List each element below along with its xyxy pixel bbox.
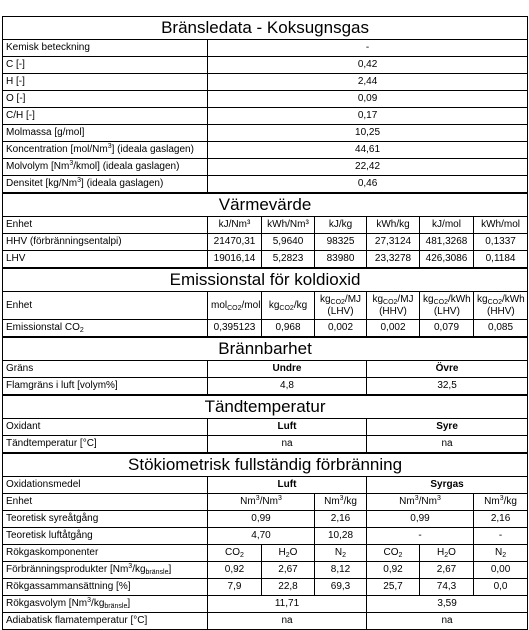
row-value: 0,46	[208, 176, 528, 194]
cell: 0,002	[315, 320, 367, 338]
cell: 2,16	[474, 511, 528, 528]
component-header: $H_2O$	[262, 545, 315, 562]
unit-header: kWh/kg	[367, 217, 420, 234]
column-header: Undre	[208, 361, 367, 378]
unit-header: $kg_{CO2}/kg$	[262, 292, 315, 320]
fuel-data-sheet	[2, 16, 527, 626]
column-header: Luft	[208, 477, 367, 494]
cell: 25,7	[367, 579, 420, 596]
cell: 19016,14	[208, 251, 262, 269]
cell: 481,3268	[420, 234, 474, 251]
row-label: Adiabatisk flamatemperatur [°C]	[3, 613, 208, 630]
cell: 0,085	[474, 320, 528, 338]
unit-header: $kg_{CO2}/MJ$ (LHV)	[315, 292, 367, 320]
component-header: $N_2$	[315, 545, 367, 562]
section-title-emission: Emissionstal för koldioxid	[3, 268, 528, 292]
row-label: Rökgasvolym $[Nm^3/kg_{bränsle}]$	[3, 596, 208, 613]
row-label: Tändtemperatur [°C]	[3, 436, 208, 454]
cell: 2,67	[262, 562, 315, 579]
unit-header: Nm$^3$/kg	[474, 494, 528, 511]
cell: 0,99	[367, 511, 474, 528]
cell: 0,00	[474, 562, 528, 579]
row-label: Teoretisk syreåtgång	[3, 511, 208, 528]
row-label: Oxidationsmedel	[3, 477, 208, 494]
cell: 98325	[315, 234, 367, 251]
cell: 4,70	[208, 528, 315, 545]
unit-label: Enhet	[3, 217, 208, 234]
row-value: 2,44	[208, 74, 528, 91]
column-header: Övre	[367, 361, 528, 378]
unit-header: $kg_{CO2}$/kWh (LHV)	[420, 292, 474, 320]
column-header: Syre	[367, 419, 528, 436]
section-title-varme: Värmevärde	[3, 193, 528, 217]
cell: 2,16	[315, 511, 367, 528]
row-label: Oxidant	[3, 419, 208, 436]
cell: 74,3	[420, 579, 474, 596]
component-header: $CO_2$	[208, 545, 262, 562]
unit-header: $kg_{CO2}/MJ$ (HHV)	[367, 292, 420, 320]
cell: 10,28	[315, 528, 367, 545]
row-label: Flamgräns i luft [volym%]	[3, 378, 208, 396]
cell: 0,92	[208, 562, 262, 579]
row-label: Rökgaskomponenter	[3, 545, 208, 562]
cell: 0,1184	[474, 251, 528, 269]
row-label: Koncentration [mol/Nm$^3$] (ideala gaslagen)	[3, 142, 208, 159]
unit-label: Enhet	[3, 292, 208, 320]
cell: 0,968	[262, 320, 315, 338]
row-label: H [-]	[3, 74, 208, 91]
cell: 11,71	[208, 596, 367, 613]
row-value: 0,42	[208, 57, 528, 74]
column-header: Luft	[208, 419, 367, 436]
cell: 0,0	[474, 579, 528, 596]
cell: 0,079	[420, 320, 474, 338]
page-title: Bränsledata - Koksugnsgas	[3, 17, 528, 40]
row-value: -	[208, 40, 528, 57]
row-value: 0,17	[208, 108, 528, 125]
row-label: HHV (förbränningsentalpi)	[3, 234, 208, 251]
unit-header: kJ/mol	[420, 217, 474, 234]
cell: 22,8	[262, 579, 315, 596]
unit-label: Enhet	[3, 494, 208, 511]
cell: -	[367, 528, 474, 545]
row-label: C [-]	[3, 57, 208, 74]
row-label: Teoretisk luftåtgång	[3, 528, 208, 545]
cell: 69,3	[315, 579, 367, 596]
cell: na	[367, 436, 528, 454]
unit-header: kWh/mol	[474, 217, 528, 234]
row-value: 0,09	[208, 91, 528, 108]
cell: 2,67	[420, 562, 474, 579]
row-label: Densitet [kg/Nm$^3$] (ideala gaslagen)	[3, 176, 208, 194]
cell: 0,92	[367, 562, 420, 579]
cell: 23,3278	[367, 251, 420, 269]
unit-header: Nm$^3$/Nm$^3$	[208, 494, 315, 511]
unit-header: kJ/kg	[315, 217, 367, 234]
fuel-table	[2, 16, 528, 630]
cell: na	[367, 613, 528, 630]
cell: -	[474, 528, 528, 545]
row-label: Förbränningsprodukter $[Nm^3/kg_{bränsle}]$	[3, 562, 208, 579]
cell: 426,3086	[420, 251, 474, 269]
row-label: Molmassa [g/mol]	[3, 125, 208, 142]
unit-header: kWh/Nm³	[262, 217, 315, 234]
cell: 0,395123	[208, 320, 262, 338]
component-header: $N_2$	[474, 545, 528, 562]
section-title-brannbarhet: Brännbarhet	[3, 337, 528, 361]
cell: 0,99	[208, 511, 315, 528]
row-label: Molvolym [Nm$^3$/kmol] (ideala gaslagen)	[3, 159, 208, 176]
row-value: 44,61	[208, 142, 528, 159]
row-label: Kemisk beteckning	[3, 40, 208, 57]
unit-header: Nm$^3$/kg	[315, 494, 367, 511]
cell: na	[208, 613, 367, 630]
cell: 5,2823	[262, 251, 315, 269]
cell: 0,1337	[474, 234, 528, 251]
component-header: $CO_2$	[367, 545, 420, 562]
unit-header: mol$_{CO2}$/mol	[208, 292, 262, 320]
row-label: Emissionstal $CO_2$	[3, 320, 208, 338]
cell: 0,002	[367, 320, 420, 338]
section-title-tandtemperatur: Tändtemperatur	[3, 395, 528, 419]
row-value: 22,42	[208, 159, 528, 176]
column-header: Syrgas	[367, 477, 528, 494]
cell: 7,9	[208, 579, 262, 596]
unit-header: kJ/Nm³	[208, 217, 262, 234]
cell: 27,3124	[367, 234, 420, 251]
cell: na	[208, 436, 367, 454]
row-label: C/H [-]	[3, 108, 208, 125]
row-label: Rökgassammansättning [%]	[3, 579, 208, 596]
row-value: 10,25	[208, 125, 528, 142]
row-label: Gräns	[3, 361, 208, 378]
row-label: LHV	[3, 251, 208, 269]
cell: 8,12	[315, 562, 367, 579]
cell: 32,5	[367, 378, 528, 396]
section-title-stokiometrisk: Stökiometrisk fullständig förbränning	[3, 453, 528, 477]
cell: 4,8	[208, 378, 367, 396]
row-label: O [-]	[3, 91, 208, 108]
unit-header: Nm$^3$/Nm$^3$	[367, 494, 474, 511]
component-header: $H_2O$	[420, 545, 474, 562]
cell: 83980	[315, 251, 367, 269]
unit-header: $kg_{CO2}$/kWh (HHV)	[474, 292, 528, 320]
cell: 3,59	[367, 596, 528, 613]
cell: 5,9640	[262, 234, 315, 251]
cell: 21470,31	[208, 234, 262, 251]
